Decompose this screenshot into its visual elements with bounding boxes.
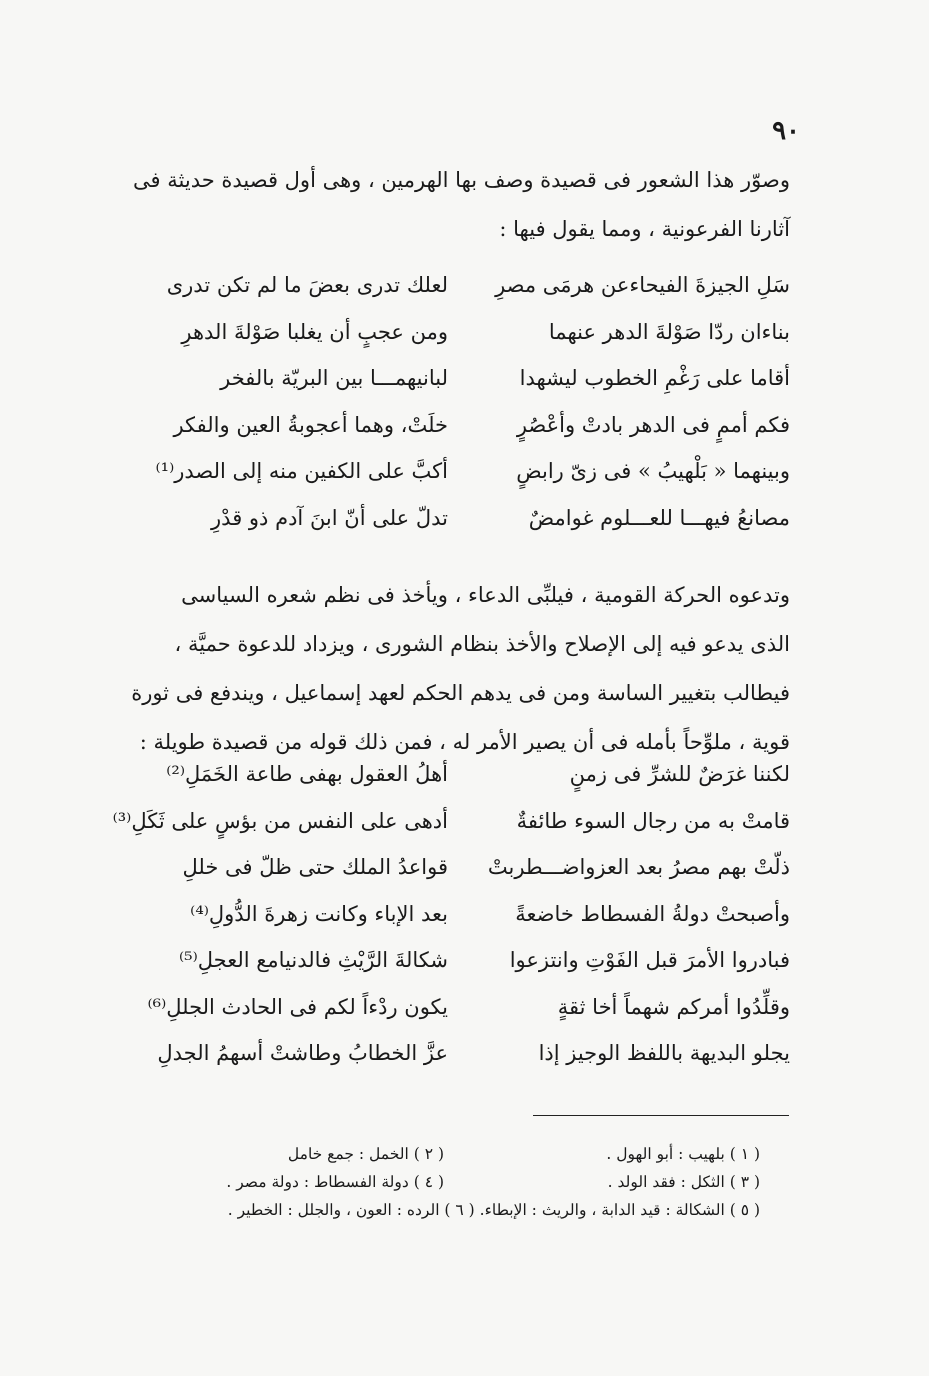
verse-second-hemistich: عزَّ الخطابُ وطاشتْ أسهمُ الجدلِ bbox=[157, 1041, 448, 1066]
middle-line: وتدعوه الحركة القومية ، فيلبِّى الدعاء ، ويأخذ فى نظم شعره السياسى bbox=[181, 583, 790, 607]
verse-first-hemistich: ذلّتْ بهم مصرُ بعد العزواضـــطربتْ bbox=[487, 855, 790, 880]
verse bbox=[128, 984, 790, 1031]
verse-second-hemistich: لبانيهمـــا بين البريّة بالفخر bbox=[220, 366, 448, 391]
verse bbox=[128, 309, 790, 356]
middle-line: الذى يدعو فيه إلى الإصلاح والأخذ بنظام الشورى ، ويزداد للدعوة حميَّة ، bbox=[174, 632, 790, 656]
verse bbox=[128, 937, 790, 984]
middle-line: فيطالب بتغيير الساسة ومن فى يدهم الحكم لعهد إسماعيل ، ويندفع فى ثورة bbox=[131, 681, 790, 705]
poem-pyramids bbox=[128, 262, 790, 541]
verse bbox=[128, 402, 790, 449]
intro-line: آثارنا الفرعونية ، ومما يقول فيها : bbox=[499, 217, 790, 241]
verse-first-hemistich: بناءان ردّا صَوْلةَ الدهر عنهما bbox=[548, 319, 790, 344]
footnote-divider bbox=[533, 1115, 789, 1116]
verse bbox=[128, 448, 790, 495]
verse-second-hemistich: أهلُ العقول بهفى طاعة الخَمَلِ⁽²⁾ bbox=[166, 762, 448, 787]
footnote-row bbox=[128, 1196, 760, 1224]
verse-first-hemistich: وقلِّدُوا أمركم شهماً أخا ثقةٍ bbox=[557, 994, 790, 1019]
footnotes bbox=[128, 1140, 760, 1224]
verse-second-hemistich: خلَتْ، وهما أعجوبةُ العين والفكر bbox=[173, 412, 448, 437]
middle-paragraph bbox=[128, 571, 790, 767]
footnote: ( ١ ) بلهيب : أبو الهول . bbox=[606, 1145, 760, 1163]
verse-first-hemistich: فكم أممٍ فى الدهر بادتْ وأعْصُرٍ bbox=[516, 412, 790, 437]
verse bbox=[128, 262, 790, 309]
verse-first-hemistich: وأصبحتْ دولةُ الفسطاط خاضعةً bbox=[515, 901, 790, 926]
verse-first-hemistich: لكننا غرَضٌ للشرِّ فى زمنٍ bbox=[569, 762, 790, 787]
verse bbox=[128, 751, 790, 798]
verse-second-hemistich: قواعدُ الملك حتى ظلّ فى خللِ bbox=[182, 855, 448, 880]
verse bbox=[128, 891, 790, 938]
verse-first-hemistich: وبينهما « بَلْهيبُ » فى زىّ رابضٍ bbox=[516, 459, 790, 484]
verse bbox=[128, 1030, 790, 1077]
verse bbox=[128, 495, 790, 542]
footnote: ( ٢ ) الخمل : جمع خامل bbox=[287, 1145, 444, 1163]
page-number: ٩٠ bbox=[772, 116, 800, 146]
intro-paragraph bbox=[128, 156, 790, 254]
verse-second-hemistich: بعد الإباء وكانت زهرةَ الدُّولِ⁽⁴⁾ bbox=[190, 901, 448, 926]
footnote-row bbox=[128, 1140, 760, 1168]
verse-first-hemistich: قامتْ به من رجال السوء طائفةٌ bbox=[516, 808, 790, 833]
footnote: ( ٤ ) دولة الفسطاط : دولة مصر . bbox=[226, 1173, 444, 1191]
intro-line: وصوّر هذا الشعور فى قصيدة وصف بها الهرمين ، وهى أول قصيدة حديثة فى bbox=[133, 168, 790, 192]
footnote-row bbox=[128, 1168, 760, 1196]
footnote: ( ٥ ) الشكالة : قيد الدابة ، والريث : الإبطاء. ( ٦ ) الرده : العون ، والجلل : الخطير . bbox=[227, 1201, 760, 1219]
verse bbox=[112, 798, 790, 845]
verse-first-hemistich: سَلِ الجيزةَ الفيحاءعن هرمَى مصرِ bbox=[495, 273, 790, 298]
verse-first-hemistich: يجلو البديهة باللفظ الوجيز إذا bbox=[538, 1041, 790, 1066]
verse-second-hemistich: يكون ردْءاً لكم فى الحادث الجللِ⁽⁶⁾ bbox=[147, 994, 448, 1019]
verse-second-hemistich: أدهى على النفس من بؤسٍ على ثَكَلِ⁽³⁾ bbox=[112, 808, 448, 833]
verse-second-hemistich: شكالةَ الرَّيْثِ فالدنيامع العجلِ⁽⁵⁾ bbox=[179, 948, 448, 973]
middle-line: قوية ، ملوِّحاً بأمله فى أن يصير الأمر له ، فمن ذلك قوله من قصيدة طويلة : bbox=[139, 730, 790, 754]
verse-first-hemistich: مصانعُ فيهـــا للعـــلوم غوامضٌ bbox=[528, 505, 790, 530]
verse bbox=[128, 355, 790, 402]
verse-first-hemistich: فبادروا الأمرَ قبل الفَوْتِ وانتزعوا bbox=[509, 948, 790, 973]
verse-second-hemistich: لعلك تدرى بعضَ ما لم تكن تدرى bbox=[166, 273, 448, 298]
verse bbox=[128, 844, 790, 891]
verse-second-hemistich: ومن عجبٍ أن يغلبا صَوْلةَ الدهرِ bbox=[181, 319, 448, 344]
verse-first-hemistich: أقاما على رَغْمِ الخطوب ليشهدا bbox=[519, 366, 790, 391]
verse-second-hemistich: تدلّ على أنّ ابنَ آدم ذو قدْرِ bbox=[211, 505, 448, 530]
footnote: ( ٣ ) الثكل : فقد الولد . bbox=[607, 1173, 760, 1191]
verse-second-hemistich: أكبَّ على الكفين منه إلى الصدر⁽¹⁾ bbox=[155, 459, 448, 484]
poem-political bbox=[112, 751, 790, 1077]
